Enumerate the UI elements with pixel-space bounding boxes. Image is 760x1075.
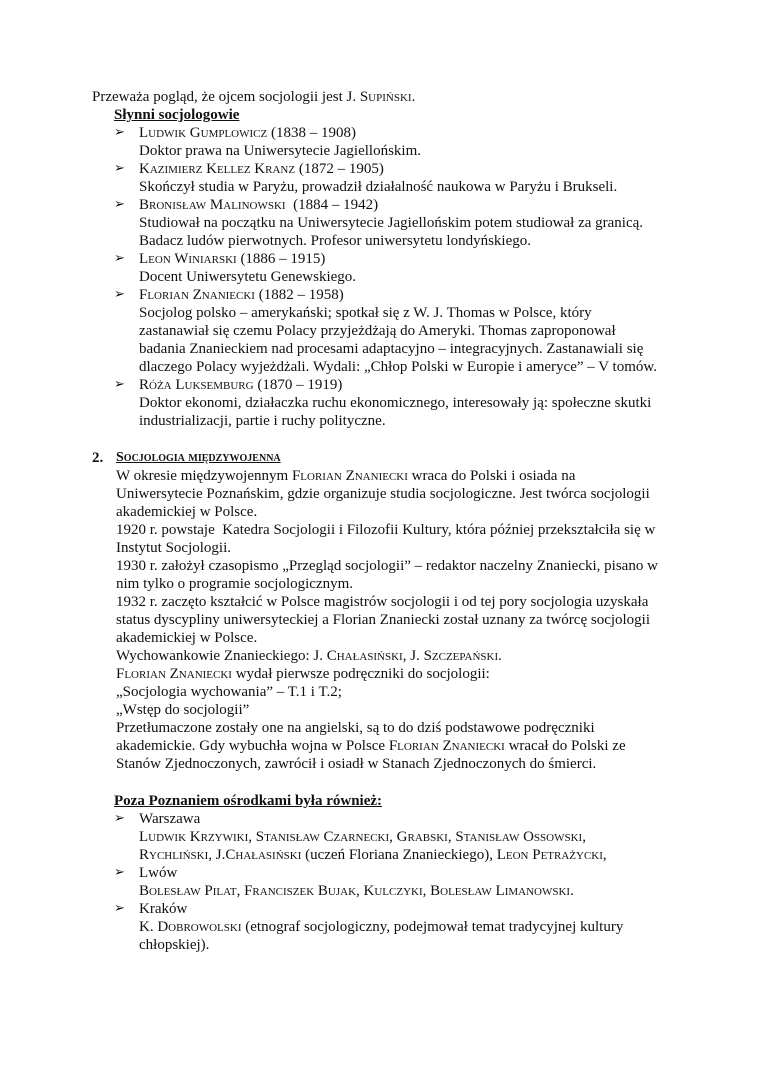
list-item: ➢ Warszawa Ludwik Krzywiki, Stanisław Czarnecki, Grabski, Stanisław Ossowski, Rychliński, J.Chałasiński (uczeń Floriana Znanieckiego), Leon Petrażycki, xyxy=(92,810,692,864)
paragraph: Florian Znaniecki wydał pierwsze podręczniki do socjologii: xyxy=(116,666,490,682)
section-2 xyxy=(92,449,692,773)
list-item: ➢ Bronisław Malinowski (1884 – 1942) Studiował na początku na Uniwersytecie Jagiellońskim potem studiował za granicą. Badacz ludów pierwotnych. Profesor uniwersytetu londyńskiego. xyxy=(92,196,692,250)
list-item: ➢ Florian Znaniecki (1882 – 1958) Socjolog polsko – amerykański; spotkał się z W. J. Thomas w Polsce, który zastanawiał się czemu Polacy przyjeżdżają do Ameryki. Thomas zaproponował badania Znanieckiem nad procesami adaptacyjno – integracyjnych. Zastanawiali się dlaczego Polacy wyjeżdżali. Wydali: „Chłop Polski w Europie i ameryce” – V tomów. xyxy=(92,286,692,376)
list-item: ➢ Kraków K. Dobrowolski (etnograf socjologiczny, podejmował temat tradycyjnej kultury chłopskiej). xyxy=(92,900,692,954)
famous-sociologists-heading: Słynni socjologowie xyxy=(114,107,240,123)
supinski-name: Supiński xyxy=(359,89,412,105)
list-item: ➢ Róża Luksemburg (1870 – 1919) Doktor ekonomi, działaczka ruchu ekonomicznego, interesowały ją: społeczne skutki industrializacji, partie i ruchy polityczne. xyxy=(92,376,692,430)
paragraph: Przetłumaczone zostały one na angielski, są to do dziś podstawowe podręczniki akademickie. Gdy wybuchła wojna w Polsce Florian Znaniecki wracał do Polski ze Stanów Zjednoczonych, zawrócił i osiadł w Stanach Zjednoczonych do śmierci. xyxy=(116,720,626,772)
paragraph: 1932 r. zaczęto kształcić w Polsce magistrów socjologii i od tej pory socjologia uzyskała status dyscypliny uniwersyteckiej a Florian Znaniecki został uznany za twórcę socjologii akademickiej w Polsce. xyxy=(116,594,651,646)
paragraph: W okresie międzywojennym Florian Znaniecki wraca do Polski i osiada na Uniwersytecie Poznańskim, gdzie organizuje studia socjologiczne. Jest twórca socjologii akademickiej w Polsce. xyxy=(116,468,650,520)
paragraph: 1930 r. założył czasopismo „Przegląd socjologii” – redaktor naczelny Znaniecki, pisano w nim tylko o programie socjologicznym. xyxy=(116,558,658,592)
centers-heading: Poza Poznaniem ośrodkami była również: xyxy=(114,793,383,809)
centers-list xyxy=(92,810,692,954)
intro-line: Przeważa pogląd, że ojcem socjologii jest J. Supiński. xyxy=(92,89,416,105)
list-item: ➢ Leon Winiarski (1886 – 1915) Docent Uniwersytetu Genewskiego. xyxy=(92,250,692,286)
list-item: ➢ Ludwik Gumplowicz (1838 – 1908) Doktor prawa na Uniwersytecie Jagiellońskim. xyxy=(92,124,692,160)
book-title-1: „Socjologia wychowania” – T.1 i T.2; xyxy=(116,684,342,700)
book-title-2: „Wstęp do socjologii” xyxy=(116,702,250,718)
famous-sociologists-list xyxy=(92,124,692,430)
paragraph: 1920 r. powstaje Katedra Socjologii i Filozofii Kultury, która później przekształciła się w Instytut Socjologii. xyxy=(116,522,656,556)
list-item: ➢ Lwów Bolesław Pilat, Franciszek Bujak, Kulczyki, Bolesław Limanowski. xyxy=(92,864,692,900)
paragraph: Wychowankowie Znanieckiego: J. Chałasiński, J. Szczepański. xyxy=(116,648,502,664)
section-title: Socjologia międzywojenna xyxy=(116,450,281,465)
document-page xyxy=(92,88,692,954)
list-item: ➢ Kazimierz Kellez Kranz (1872 – 1905) Skończył studia w Paryżu, prowadził działalność naukowa w Paryżu i Brukseli. xyxy=(92,160,692,196)
section-number: 2. xyxy=(92,450,104,466)
